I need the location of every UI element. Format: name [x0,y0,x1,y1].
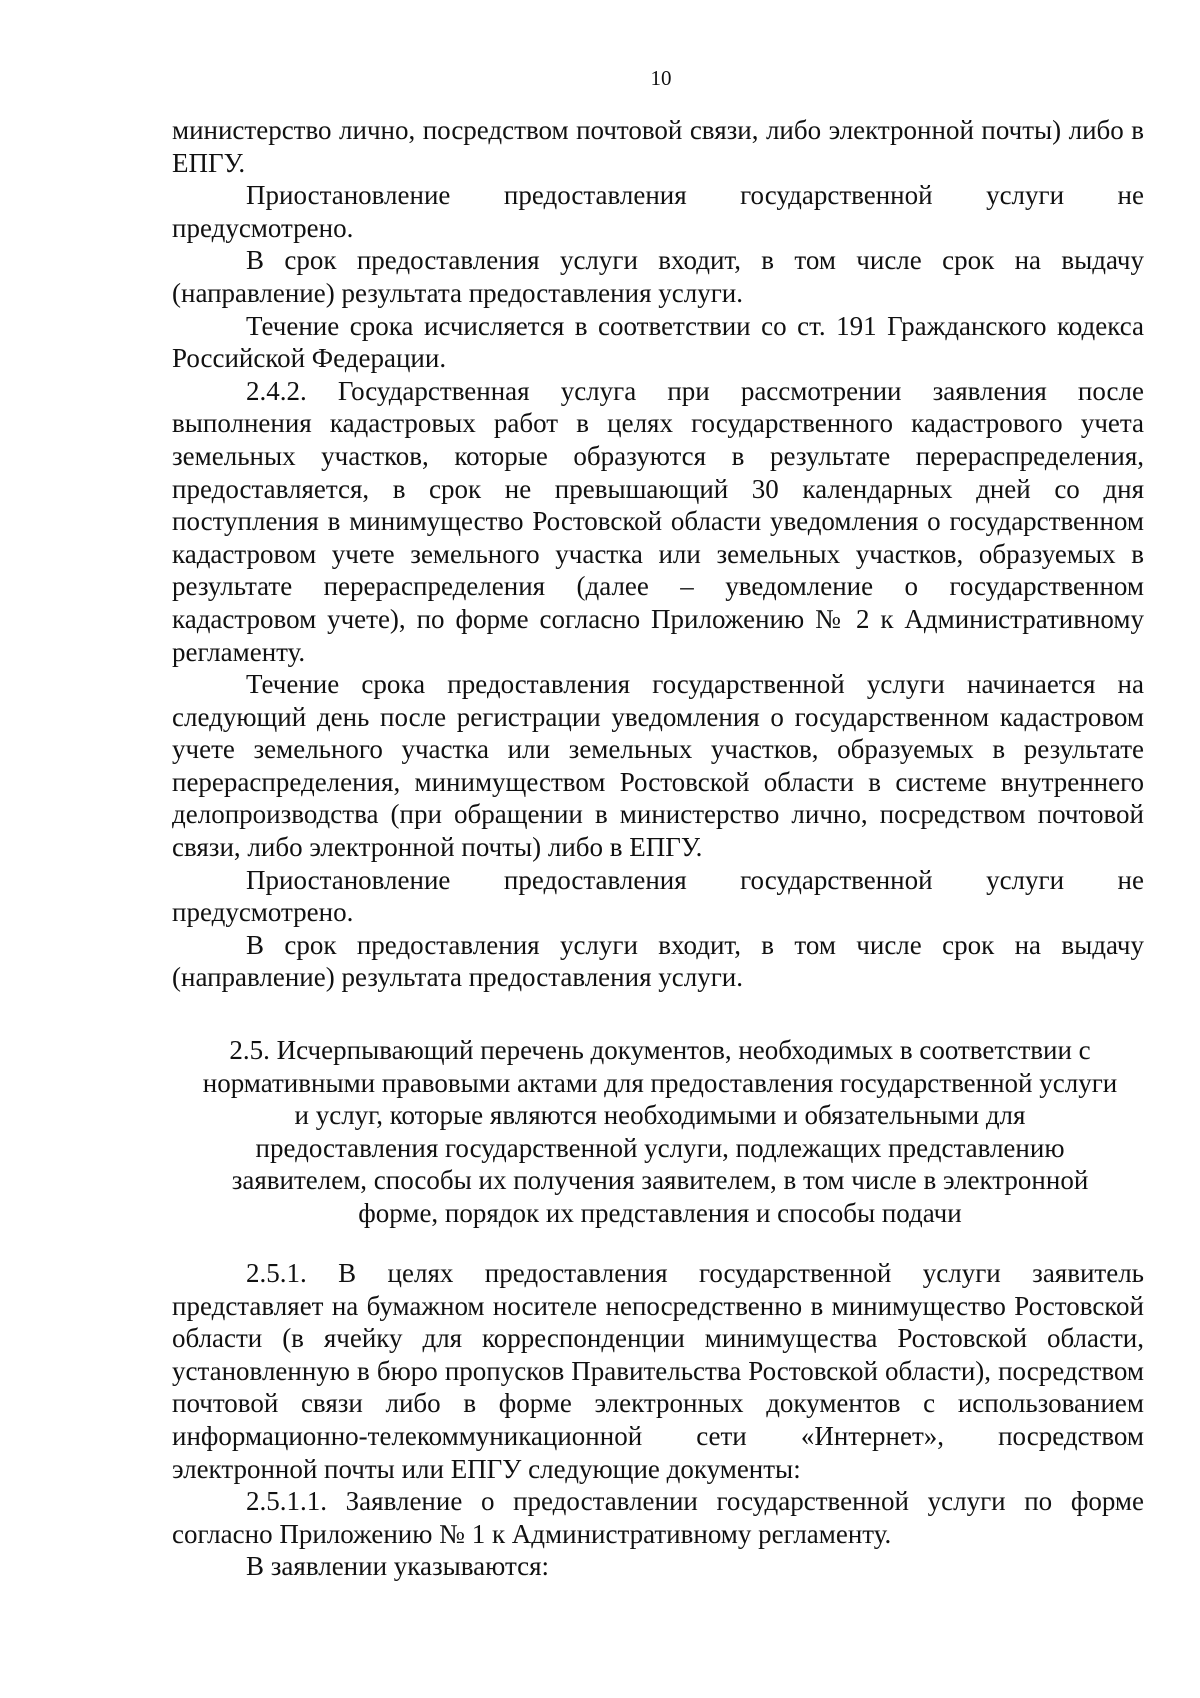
paragraph: Приостановление предоставления государственной услуги не предусмотрено. [172,864,1144,928]
paragraph: Течение срока исчисляется в соответствии со ст. 191 Гражданского кодекса Российской Федерации. [172,310,1144,374]
paragraph: Течение срока предоставления государственной услуги начинается на следующий день после регистрации уведомления о государственном кадастровом учете земельного участка или земельных участков, образуемых в результате перераспределения, минимуществом Ростовской области в системе внутреннего делопроизводства (при обращении в министерство лично, посредством почтовой связи, либо электронной почты) либо в ЕПГУ. [172,669,1144,863]
paragraph: 2.5.1.1. Заявление о предоставлении государственной услуги по форме согласно Приложению № 1 к Административному регламенту. [172,1486,1144,1549]
paragraph: В заявлении указываются: [246,1551,549,1582]
paragraph: министерство лично, посредством почтовой связи, либо электронной почты) либо в ЕПГУ. [172,115,1144,178]
section-heading: 2.5. Исчерпывающий перечень документов, необходимых в соответствии с нормативными правовыми актами для предоставления государственной услуги и услуг, которые являются необходимыми и обязательными для предоставления государственной услуги, подлежащих представлению заявителем, способы их получения заявителем, в том числе в электронной форме, порядок их представления и способы подачи [202,1035,1118,1228]
body-text-bottom [172,1257,1144,1583]
page-number: 10 [650,66,672,90]
paragraph: В срок предоставления услуги входит, в том числе срок на выдачу (направление) результата предоставления услуги. [172,245,1144,308]
paragraph: 2.5.1. В целях предоставления государственной услуги заявитель представляет на бумажном носителе непосредственно в минимущество Ростовской области (в ячейку для корреспонденции минимущества Ростовской области, установленную в бюро пропусков Правительства Ростовской области), посредством почтовой связи либо в форме электронных документов с использованием информационно-телекоммуникационной сети «Интернет», посредством электронной почты или ЕПГУ следующие документы: [172,1258,1144,1484]
paragraph: В срок предоставления услуги входит, в том числе срок на выдачу (направление) результата предоставления услуги. [172,929,1144,993]
paragraph: Приостановление предоставления государственной услуги не предусмотрено. [172,180,1144,243]
body-text-top [172,114,1144,994]
paragraph: 2.4.2. Государственная услуга при рассмотрении заявления после выполнения кадастровых работ в целях государственного кадастрового учета земельных участков, которые образуются в результате перераспределения, предоставляется, в срок не превышающий 30 календарных дней со дня поступления в минимущество Ростовской области уведомления о государственном кадастровом учете земельного участка или земельных участков, образуемых в результате перераспределения (далее – уведомление о государственном кадастровом учете), по форме согласно Приложению № 2 к Административному регламенту. [172,375,1144,667]
